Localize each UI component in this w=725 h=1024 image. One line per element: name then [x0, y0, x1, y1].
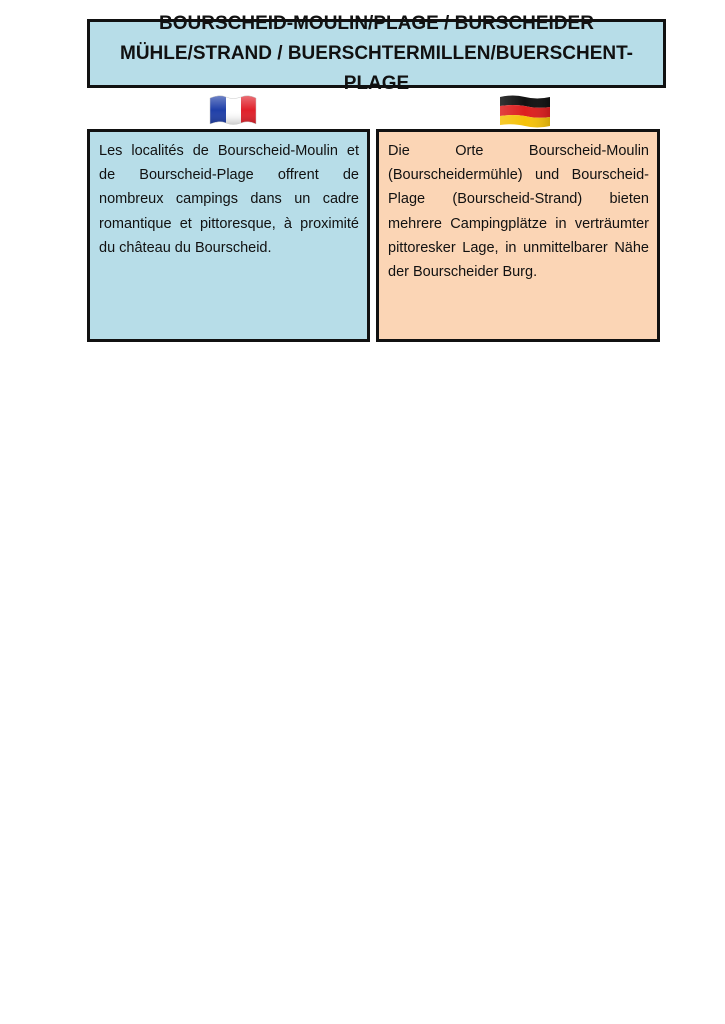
title-line-1: BOURSCHEID-MOULIN/PLAGE / BURSCHEIDER [159, 12, 594, 34]
page-title [90, 9, 663, 99]
title-box [87, 12, 666, 94]
french-text-box [87, 129, 370, 342]
french-description: Les localités de Bourscheid-Moulin et de Bourscheid-Plage offrent de nombreux campings dans un cadre romantique et pittoresque, à proximité du château du Bourscheid. [99, 143, 359, 256]
french-flag-icon [208, 94, 258, 131]
title-line-2: MÜHLE/STRAND / BUERSCHTERMILLEN/BUERSCHENT-PLAGE [120, 42, 633, 94]
german-flag-icon [499, 94, 551, 133]
german-description: Die Orte Bourscheid-Moulin (Bourscheidermühle) und Bourscheid-Plage (Bourscheid-Strand) bieten mehrere Campingplätze in verträumter pittoresker Lage, in unmittelbarer Nähe der Bourscheider Burg. [388, 143, 649, 281]
german-text-box [376, 129, 660, 342]
